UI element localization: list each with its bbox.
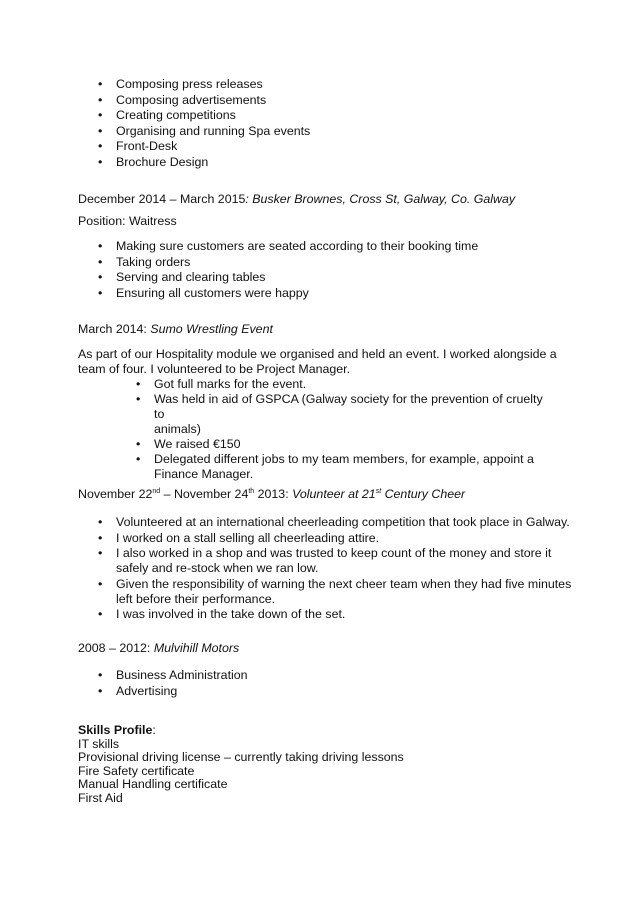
event-sumo-description: As part of our Hospitality module we organised and held an event. I worked alongside a team of four. I volunteered to be Project Manager. [78, 347, 557, 376]
bullet-icon: • [98, 285, 103, 300]
list-item: • Composing press releases [98, 77, 263, 91]
bullet-icon: • [98, 530, 103, 545]
list-item: • Advertising [98, 683, 178, 698]
bullet-icon: • [98, 683, 103, 698]
bullet-icon: • [98, 668, 103, 682]
list-item: • Was held in aid of GSPCA (Galway society for the prevention of cruelty to animals) [136, 392, 543, 436]
list-item: • Serving and clearing tables [98, 270, 266, 284]
skill-item: Provisional driving license – currently taking driving lessons [78, 750, 404, 764]
list-item: • Creating competitions [98, 108, 236, 122]
list-item: • Volunteered at an international cheerleading competition that took place in Galway. [98, 515, 570, 529]
list-item: • Composing advertisements [98, 92, 267, 107]
bullet-icon: • [98, 92, 103, 107]
job-busker-heading: December 2014 – March 2015: Busker Brownes, Cross St, Galway, Co. Galway [78, 192, 516, 206]
list-item: • Organising and running Spa events [98, 123, 311, 138]
list-item: • Delegated different jobs to my team members, for example, appoint a Finance Manager. [136, 452, 534, 481]
bullet-icon: • [136, 452, 141, 466]
bullet-icon: • [98, 607, 103, 621]
skills-heading: Skills Profile: [78, 723, 156, 737]
list-item: • I worked on a stall selling all cheerleading attire. [98, 530, 380, 545]
bullet-icon: • [98, 154, 103, 169]
event-cheer-items [98, 515, 586, 623]
bullet-icon: • [136, 377, 141, 391]
event-sumo-heading: March 2014: Sumo Wrestling Event [78, 322, 273, 336]
bullet-icon: • [98, 576, 103, 591]
skill-item: First Aid [78, 790, 123, 805]
event-sumo-items [136, 377, 554, 482]
event-cheer-heading: November 22nd – November 24th 2013: Volunteer at 21st Century Cheer [78, 487, 466, 501]
list-item: • Front-Desk [98, 139, 178, 153]
bullet-icon: • [98, 239, 103, 253]
bullet-icon: • [98, 254, 103, 269]
bullet-icon: • [98, 77, 103, 91]
list-item: • We raised €150 [136, 437, 241, 451]
responsibilities-list [98, 77, 586, 170]
job-busker-duties [98, 239, 586, 301]
list-item: • Making sure customers are seated according to their booking time [98, 239, 479, 253]
job-busker-position: Position: Waitress [78, 214, 177, 228]
list-item: • I also worked in a shop and was trusted to keep count of the money and store it safely and re-stock when we ran low. [98, 546, 552, 575]
skill-item: Fire Safety certificate [78, 763, 195, 778]
bullet-icon: • [98, 139, 103, 153]
list-item: • Taking orders [98, 254, 191, 269]
list-item: • Business Administration [98, 668, 248, 682]
list-item: • Got full marks for the event. [136, 377, 307, 391]
skill-item: IT skills [78, 736, 120, 751]
bullet-icon: • [98, 108, 103, 122]
job-mulvihill-duties [98, 668, 586, 699]
bullet-icon: • [98, 270, 103, 284]
list-item: • I was involved in the take down of the set. [98, 607, 346, 621]
bullet-icon: • [136, 437, 141, 451]
list-item: • Ensuring all customers were happy [98, 285, 309, 300]
skills-profile [78, 724, 578, 805]
bullet-icon: • [98, 546, 103, 560]
skill-item: Manual Handling certificate [78, 777, 228, 791]
job-busker-place: Busker Brownes, Cross St, Galway, Co. Galway [252, 192, 516, 206]
list-item: • Brochure Design [98, 154, 209, 169]
bullet-icon: • [98, 515, 103, 529]
bullet-icon: • [136, 392, 141, 406]
job-mulvihill-heading: 2008 – 2012: Mulvihill Motors [78, 641, 240, 655]
list-item: • Given the responsibility of warning the next cheer team when they had five minutes left before their performance. [98, 576, 572, 606]
bullet-icon: • [98, 123, 103, 138]
